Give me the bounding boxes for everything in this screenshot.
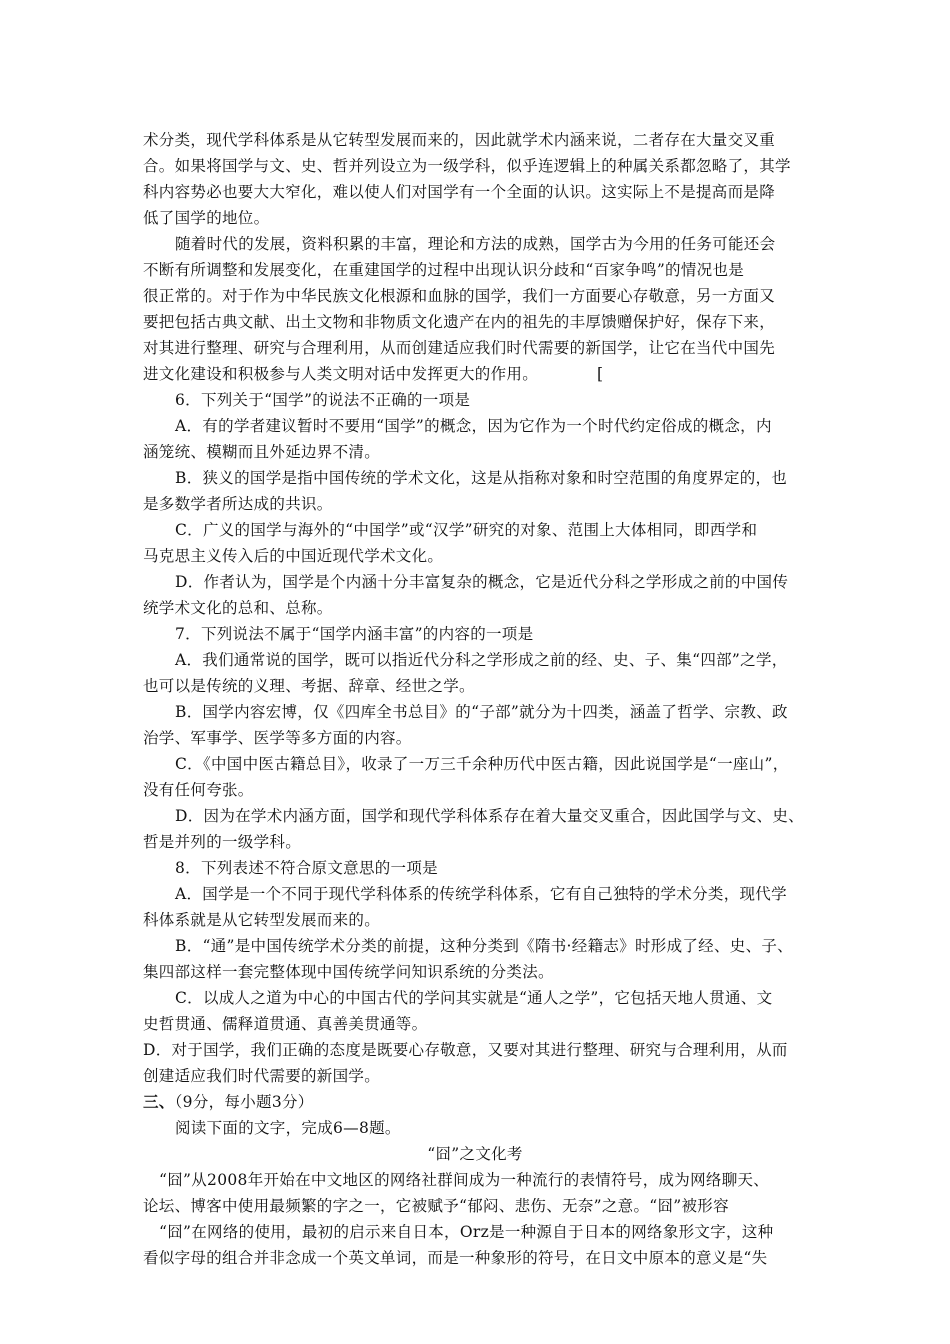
bracket-mark: [ [597, 365, 604, 383]
option-7d-cont: 哲是并列的一级学科。 [143, 833, 302, 851]
section-number: 三、 [143, 1092, 175, 1111]
section-instruction: 阅读下面的文字，完成6—8题。 [175, 1119, 401, 1137]
text-line: “囧”从2008年开始在中文地区的网络社群间成为一种流行的表情符号，成为网络聊天、 [159, 1171, 770, 1189]
option-6b-cont: 是多数学者所达成的共识。 [143, 495, 333, 513]
option-7c-cont: 没有任何夸张。 [143, 781, 254, 799]
article-title: “囧”之文化考 [427, 1145, 523, 1163]
option-8b: B．“通”是中国传统学术分类的前提，这种分类到《隋书·经籍志》时形成了经、史、子、 [175, 937, 793, 955]
option-6d: D．作者认为，国学是个内涵十分丰富复杂的概念，它是近代分科之学形成之前的中国传 [175, 573, 789, 591]
option-8d: D．对于国学，我们正确的态度是既要心存敬意，又要对其进行整理、研究与合理利用，从而 [143, 1041, 788, 1059]
text-line: “囧”在网络的使用，最初的启示来自日本，Orz是一种源自于日本的网络象形文字，这种 [159, 1223, 774, 1241]
option-7a: A．我们通常说的国学，既可以指近代分科之学形成之前的经、史、子、集“四部”之学， [175, 651, 788, 669]
text-line: 不断有所调整和发展变化，在重建国学的过程中出现认识分歧和“百家争鸣”的情况也是 [143, 261, 745, 279]
text-line: 对其进行整理、研究与合理利用，从而创建适应我们时代需要的新国学，让它在当代中国先 [143, 339, 776, 357]
section-heading [143, 1089, 314, 1115]
section-points: （9分，每小题3分） [174, 1093, 314, 1111]
option-8a-cont: 科体系就是从它转型发展而来的。 [143, 911, 381, 929]
text-line: 很正常的。对于作为中华民族文化根源和血脉的国学，我们一方面要心存敬意，另一方面又 [143, 287, 776, 305]
option-7a-cont: 也可以是传统的义理、考据、辞章、经世之学。 [143, 677, 475, 695]
text-line: 论坛、博客中使用最频繁的字之一，它被赋予“郁闷、悲伤、无奈”之意。“囧”被形容 [143, 1197, 729, 1215]
option-6c-cont: 马克思主义传入后的中国近现代学术文化。 [143, 547, 444, 565]
question-8: 8．下列表述不符合原文意思的一项是 [175, 859, 438, 877]
option-8d-cont: 创建适应我们时代需要的新国学。 [143, 1067, 381, 1085]
text-line: 低了国学的地位。 [143, 209, 270, 227]
text-line: 科内容势必也要大大窄化，难以使人们对国学有一个全面的认识。这实际上不是提高而是降 [143, 183, 776, 201]
text-line: 合。如果将国学与文、史、哲并列设立为一级学科，似乎连逻辑上的种属关系都忽略了，其学 [143, 157, 791, 175]
option-7d: D．因为在学术内涵方面，国学和现代学科体系存在着大量交叉重合，因此国学与文、史、 [175, 807, 804, 825]
option-6d-cont: 统学术文化的总和、总称。 [143, 599, 333, 617]
text-line: 看似字母的组合并非念成一个英文单词，而是一种象形的符号，在日文中原本的意义是“失 [143, 1249, 768, 1267]
option-6b: B．狭义的国学是指中国传统的学术文化，这是从指称对象和时空范围的角度界定的，也 [175, 469, 788, 487]
option-6a-cont: 涵笼统、模糊而且外延边界不清。 [143, 443, 381, 461]
option-8a: A．国学是一个不同于现代学科体系的传统学科体系，它有自己独特的学术分类，现代学 [175, 885, 787, 903]
option-7c: C．《中国中医古籍总目》，收录了一万三千余种历代中医古籍，因此说国学是“一座山”， [175, 755, 789, 773]
question-7: 7．下列说法不属于“国学内涵丰富”的内容的一项是 [175, 625, 534, 643]
text-line: 要把包括古典文献、出土文物和非物质文化遗产在内的祖先的丰厚馈赠保护好，保存下来， [143, 313, 776, 331]
option-8c-cont: 史哲贯通、儒释道贯通、真善美贯通等。 [143, 1015, 428, 1033]
option-8b-cont: 集四部这样一套完整体现中国传统学问知识系统的分类法。 [143, 963, 554, 981]
option-8c: C．以成人之道为中心的中国古代的学问其实就是“通人之学”，它包括天地人贯通、文 [175, 989, 773, 1007]
text-line: 术分类，现代学科体系是从它转型发展而来的，因此就学术内涵来说，二者存在大量交叉重 [143, 131, 776, 149]
question-6: 6．下列关于“国学”的说法不正确的一项是 [175, 391, 471, 409]
option-6a: A．有的学者建议暂时不要用“国学”的概念，因为它作为一个时代约定俗成的概念，内 [175, 417, 772, 435]
option-7b-cont: 治学、军事学、医学等多方面的内容。 [143, 729, 412, 747]
option-7b: B．国学内容宏博，仅《四库全书总目》的“子部”就分为十四类，涵盖了哲学、宗教、政 [175, 703, 788, 721]
text-line: 进文化建设和积极参与人类文明对话中发挥更大的作用。 [143, 365, 539, 383]
option-6c: C．广义的国学与海外的“中国学”或“汉学”研究的对象、范围上大体相同，即西学和 [175, 521, 758, 539]
text-line: 随着时代的发展，资料积累的丰富，理论和方法的成熟，国学古为今用的任务可能还会 [175, 235, 776, 253]
